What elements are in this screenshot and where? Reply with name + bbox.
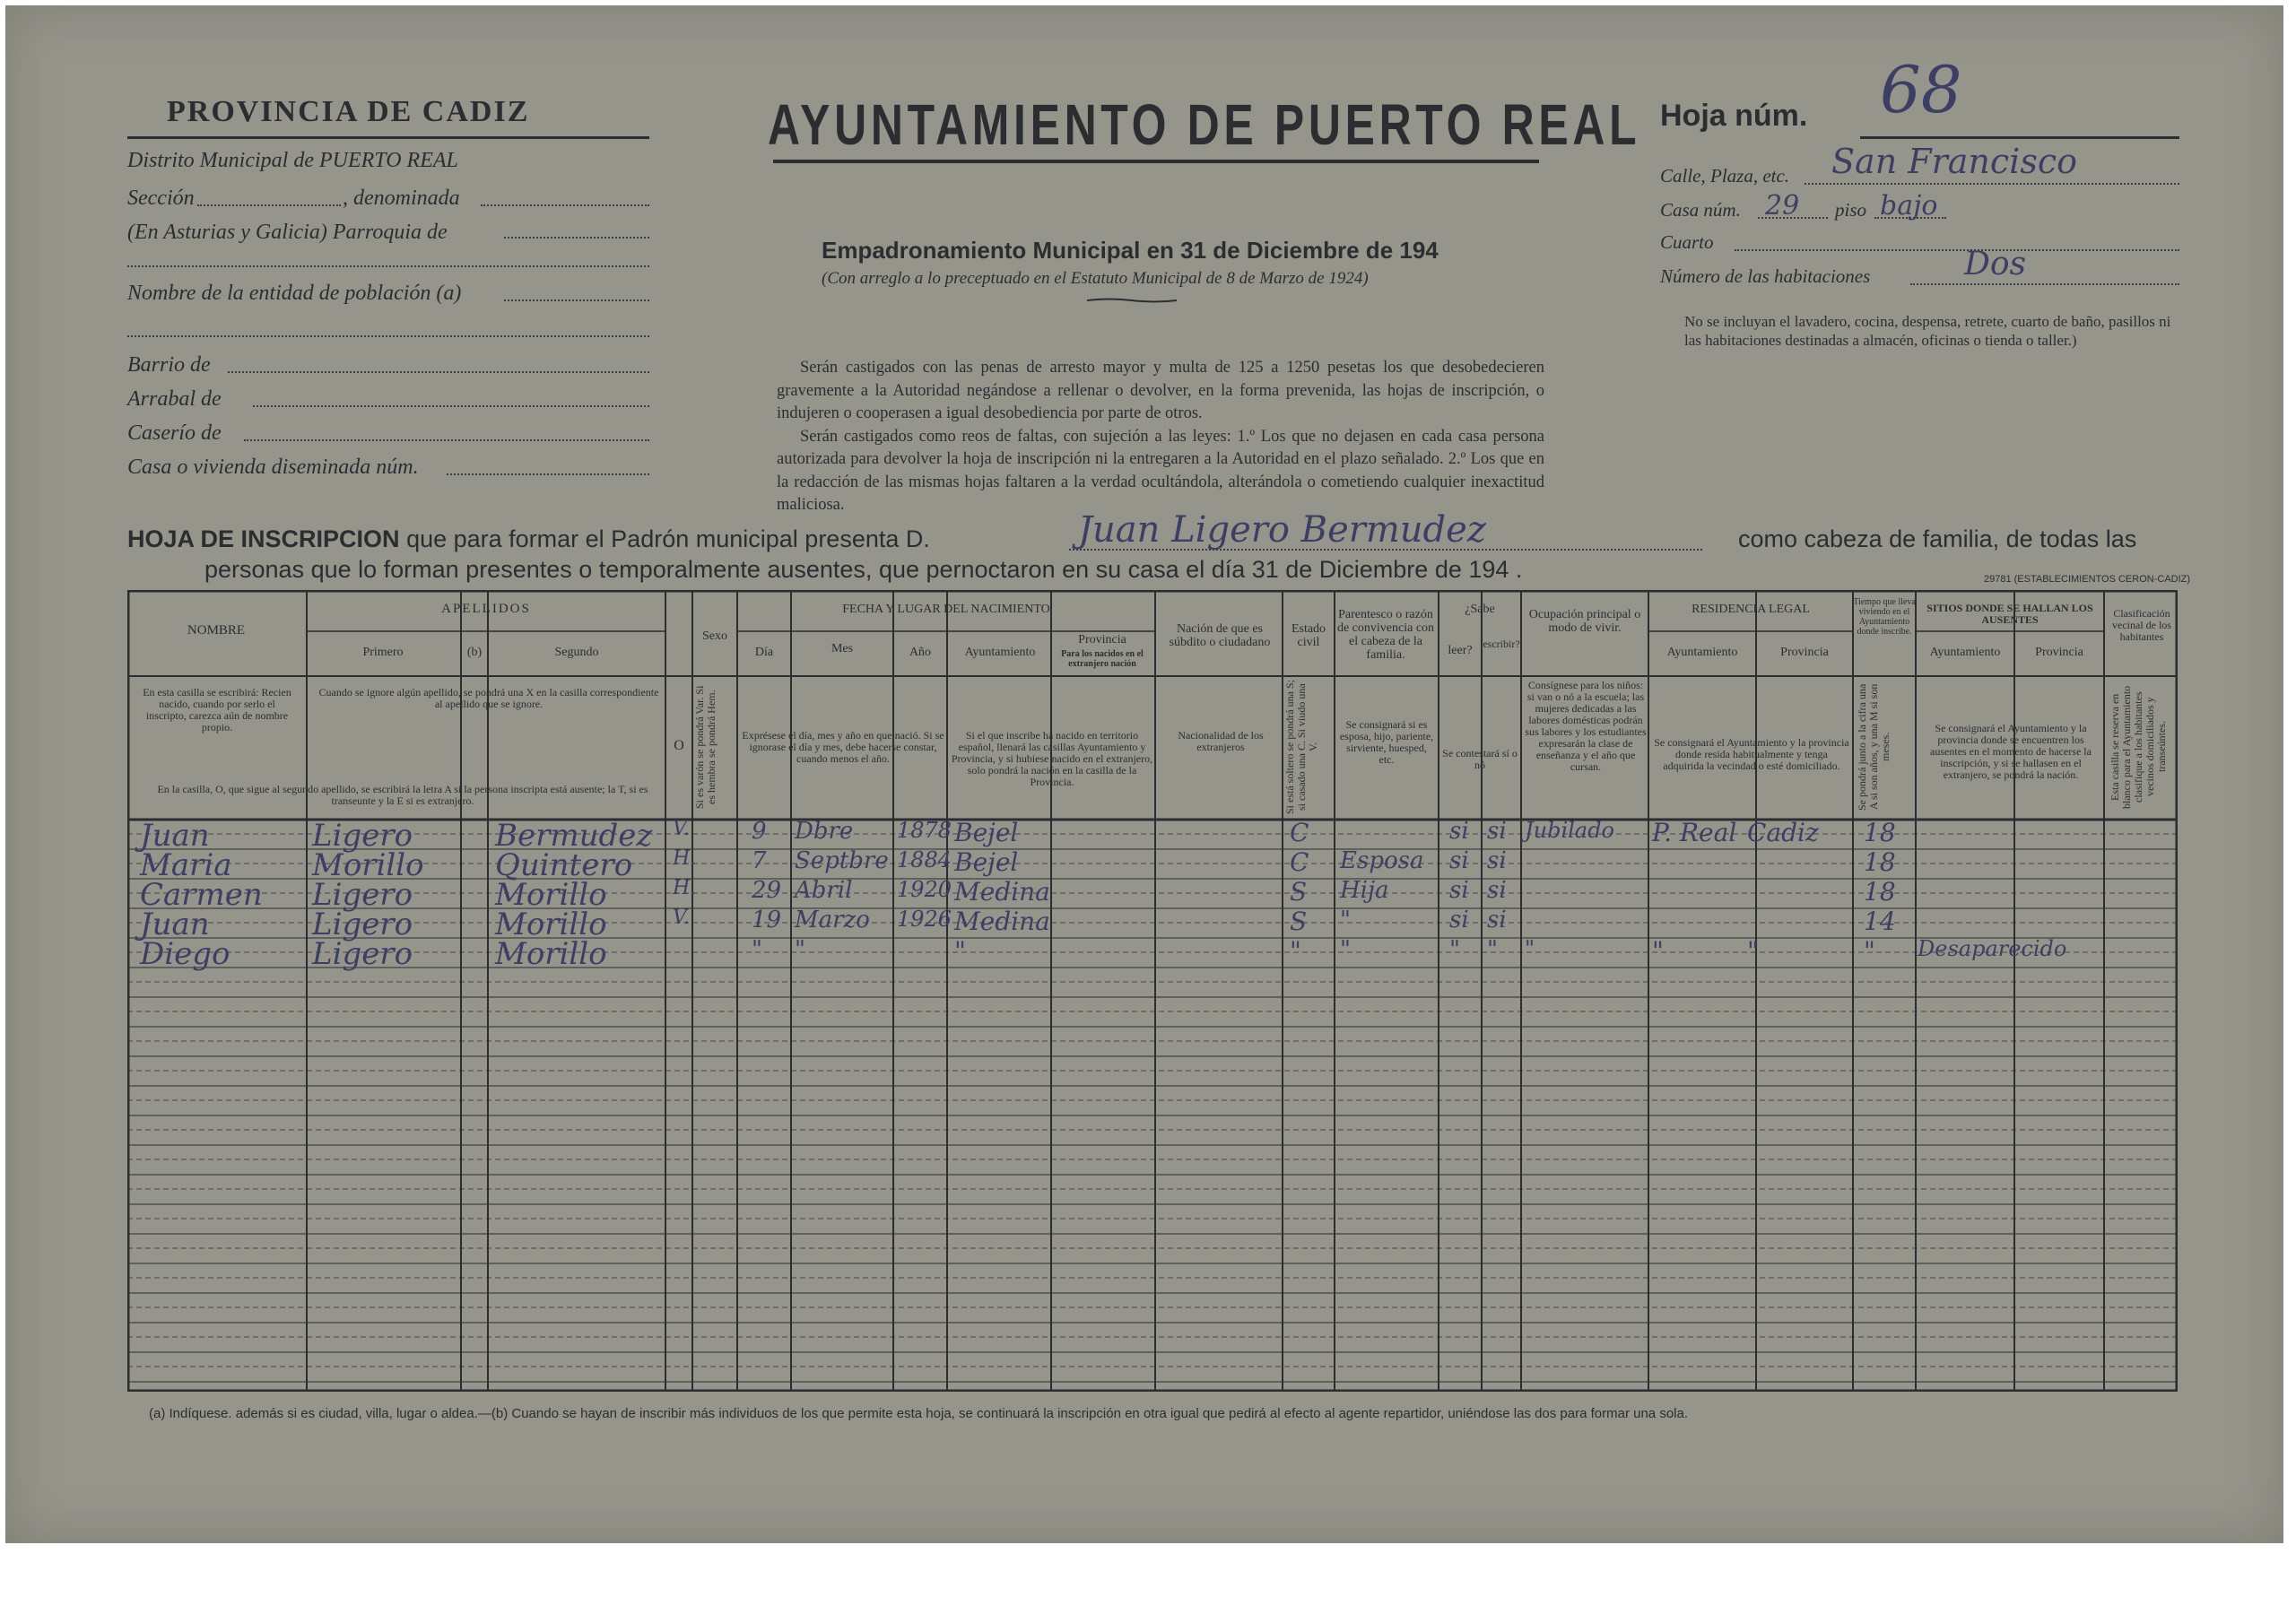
denominada-field bbox=[481, 204, 649, 206]
col-prov-nac-header: Provincia bbox=[1078, 633, 1126, 647]
col-ocupacion-header: Ocupación principal o modo de vivir. bbox=[1528, 608, 1641, 635]
cell-tiempo: 18 bbox=[1864, 877, 1896, 907]
penalty-paragraph-1: Serán castigados con las penas de arresto mayor y multa de 125 a 1250 pesetas los que desobedecieren gravemente a la Autoridad negándose a rellenar o devolver, en la forma prevenida, las hojas de inscripción, o indujeren o cooperasen a igual desobediencia por parte de otros. bbox=[777, 359, 1544, 422]
cell-nombre: Juan bbox=[140, 818, 210, 854]
cell-segundo: Morillo bbox=[495, 936, 607, 972]
cell-primero: Ligero bbox=[312, 907, 413, 942]
cell-mes: Marzo bbox=[795, 907, 870, 933]
instr-fecha: Exprésese el día, mes y año en que nació. Si se ignorase el día y mes, debe hacerse constar, cuando menos el año. bbox=[742, 729, 944, 765]
col-sitios-header: SITIOS DONDE SE HALLAN LOS AUSENTES bbox=[1926, 602, 2093, 626]
cell-tiempo: 18 bbox=[1864, 847, 1896, 877]
cell-segundo: Morillo bbox=[495, 877, 607, 913]
cell-anio: 1920 bbox=[897, 877, 952, 902]
habitaciones-value: Dos bbox=[1964, 246, 2027, 282]
cell-res-prov: Cadiz bbox=[1747, 818, 1819, 847]
instr-sexo: Si es varón se pondrá Var. Si es hembra se pondrá Hem. bbox=[693, 685, 718, 809]
cell-leer: si bbox=[1449, 907, 1469, 933]
cell-dia: 29 bbox=[752, 877, 782, 904]
col-apellidos-header: APELLIDOS bbox=[441, 602, 531, 616]
cuarto-label: Cuarto bbox=[1660, 231, 1714, 253]
col-sit-prov-header: Provincia bbox=[2035, 646, 2083, 659]
col-ayto-nac-header: Ayuntamiento bbox=[964, 646, 1036, 659]
barrio-label: Barrio de bbox=[127, 353, 211, 377]
inscription-line-1 bbox=[127, 525, 930, 553]
instr-sabe: Se contestará sí o nó bbox=[1442, 747, 1518, 771]
cell-estado: C bbox=[1290, 818, 1309, 847]
cell-escribir: si bbox=[1487, 818, 1507, 845]
caserio-label: Caserío de bbox=[127, 421, 222, 445]
cell-dia: 9 bbox=[752, 818, 767, 845]
cell-dia: 7 bbox=[752, 847, 767, 874]
cell-parentesco: " bbox=[1340, 936, 1351, 963]
arrabal-field bbox=[253, 405, 649, 407]
ayuntamiento-title: AYUNTAMIENTO DE PUERTO REAL bbox=[768, 92, 1641, 157]
col-residencia-header: RESIDENCIA LEGAL bbox=[1692, 603, 1810, 616]
col-nombre-header: NOMBRE bbox=[187, 623, 246, 638]
parroquia-field-2 bbox=[127, 265, 649, 267]
province-title-rule bbox=[127, 136, 649, 139]
instr-nacion: Nacionalidad de los extranjeros bbox=[1178, 729, 1264, 753]
col-anio-header: Año bbox=[909, 646, 932, 659]
distrito-label: Distrito Municipal de PUERTO REAL bbox=[127, 149, 458, 172]
instr-parentesco: Se consignará si es esposa, hijo, pariente, sirviente, huesped, etc. bbox=[1339, 718, 1434, 766]
caserio-field bbox=[244, 439, 649, 441]
cell-tiempo: 14 bbox=[1864, 907, 1896, 936]
cell-mes: Dbre bbox=[795, 818, 854, 845]
parroquia-field bbox=[504, 237, 649, 239]
inscription-line-2: personas que lo forman presentes o temporalmente ausentes, que pernoctaron en su casa el día 31 de Diciembre de 194 . bbox=[204, 556, 1523, 583]
habitaciones-note: No se incluyan el lavadero, cocina, despensa, retrete, cuarto de baño, pasillos ni las habitaciones destinadas a almacén, oficinas o tienda o taller.) bbox=[1684, 313, 2171, 349]
habitaciones-label: Número de las habitaciones bbox=[1660, 265, 1871, 287]
cell-nombre: Juan bbox=[140, 907, 210, 942]
instr-estado: Si está soltero se pondrá una S; si casado una C. Si viudo una V. bbox=[1283, 680, 1319, 814]
col-fecha-header: FECHA Y LUGAR DEL NACIMIENTO bbox=[842, 603, 1050, 616]
cell-nombre: Maria bbox=[140, 847, 232, 883]
cell-res-prov: " bbox=[1747, 936, 1759, 966]
col-res-ayto-header: Ayuntamiento bbox=[1666, 646, 1738, 659]
cell-sit-ayto: Desaparecido bbox=[1918, 936, 2067, 961]
casa-num-label: Casa núm. bbox=[1660, 199, 1741, 221]
parroquia-label: (En Asturias y Galicia) Parroquia de bbox=[127, 221, 448, 244]
entidad-label: Nombre de la entidad de población (a) bbox=[127, 282, 462, 305]
cell-escribir: " bbox=[1487, 936, 1498, 963]
col-estado-header: Estado civil bbox=[1291, 622, 1326, 649]
cell-escribir: si bbox=[1487, 877, 1507, 904]
col-leer-header: leer? bbox=[1448, 644, 1473, 657]
col-res-prov-header: Provincia bbox=[1780, 646, 1829, 659]
cell-estado: C bbox=[1290, 847, 1309, 877]
cell-tiempo: 18 bbox=[1864, 818, 1896, 847]
cell-primero: Ligero bbox=[312, 877, 413, 913]
hoja-number-rule bbox=[1860, 136, 2179, 139]
head-name-value: Juan Ligero Bermudez bbox=[1078, 509, 1486, 551]
cell-parentesco: Esposa bbox=[1340, 847, 1424, 874]
cell-segundo: Bermudez bbox=[495, 818, 653, 854]
cell-tiempo: " bbox=[1864, 936, 1875, 966]
ayuntamiento-title-rule bbox=[773, 160, 1539, 163]
calle-field bbox=[1805, 183, 2179, 185]
col-prov-nac-note: Para los nacidos en el extranjero nación bbox=[1061, 649, 1144, 669]
cell-ayto: " bbox=[954, 936, 966, 966]
penalty-paragraph-2: Serán castigados como reos de faltas, con sujeción a las leyes: 1.º Los que no dejasen en cada casa persona autorizada para devolver la hoja de inscripción ni la entregaren a la Autoridad en el plazo señalado. 2.º Los que en la redacción de las mismas hojas faltaren a la verdad ocultándola, alterándola o cometiendo cualquier inexactitud maliciosa. bbox=[777, 427, 1544, 514]
instr-ocupacion: Consígnese para los niños: si van o nó a la escuela; las mujeres dedicadas a las labores domésticas podrán sus labores y los estudiantes expresarán la clase de enseñanza y el año que cursan. bbox=[1525, 679, 1647, 773]
cell-nombre: Diego bbox=[140, 936, 230, 972]
col-nacion-header: Nación de que es súbdito o ciudadano bbox=[1169, 622, 1271, 649]
cell-sexo: H. bbox=[673, 877, 697, 899]
cell-nombre: Carmen bbox=[140, 877, 263, 913]
cell-estado: S bbox=[1290, 877, 1308, 907]
cell-leer: si bbox=[1449, 818, 1469, 845]
casa-diseminada-field bbox=[447, 473, 649, 475]
cell-ocupacion: Jubilado bbox=[1525, 818, 1614, 843]
cell-segundo: Quintero bbox=[495, 847, 633, 883]
entidad-field-2 bbox=[127, 335, 649, 337]
cell-sexo: V. bbox=[673, 818, 691, 840]
casa-num-value: 29 bbox=[1765, 190, 1800, 221]
cell-segundo: Morillo bbox=[495, 907, 607, 942]
instr-residencia: Se consignará el Ayuntamiento y la provincia donde resida habitualmente y tenga adquirida la vecindad o esté domiciliado. bbox=[1654, 736, 1849, 772]
col-escribir-header: escribir? bbox=[1483, 638, 1520, 650]
cell-sexo: H. bbox=[673, 847, 697, 870]
census-form-sheet bbox=[5, 5, 2283, 1543]
col-sabe-header: ¿Sabe bbox=[1465, 603, 1495, 616]
cuarto-field bbox=[1735, 249, 2179, 251]
col-primero-header: Primero bbox=[362, 646, 404, 659]
cell-parentesco: Hija bbox=[1340, 877, 1389, 904]
col-sexo-header: Sexo bbox=[702, 629, 727, 643]
instr-o-col: O bbox=[674, 738, 684, 753]
col-segundo-header: Segundo bbox=[554, 646, 599, 659]
census-title: Empadronamiento Municipal en 31 de Diciembre de 194 bbox=[822, 237, 1439, 264]
cell-ayto: Bejel bbox=[954, 818, 1019, 847]
instr-tiempo: Se pondrá junto a la cifra una A si son años, y una M si son meses. bbox=[1856, 683, 1892, 811]
cell-mes: " bbox=[795, 936, 805, 963]
province-title: PROVINCIA DE CADIZ bbox=[167, 95, 530, 128]
hoja-number-value: 68 bbox=[1880, 52, 1962, 127]
entidad-field bbox=[504, 299, 649, 301]
cell-leer: " bbox=[1449, 936, 1460, 963]
arrabal-label: Arrabal de bbox=[127, 387, 222, 411]
instr-nombre: En esta casilla se escribirá: Recien nacido, cuando por serlo el inscripto, carezca aún de nombre propio. bbox=[143, 686, 291, 733]
col-tiempo-header: Tiempo que lleva viviendo en el Ayuntamiento donde inscribe. bbox=[1853, 597, 1916, 637]
calle-value: San Francisco bbox=[1831, 142, 2077, 181]
denominada-label: , denominada bbox=[343, 187, 460, 210]
barrio-field bbox=[228, 371, 649, 373]
col-dia-header: Día bbox=[754, 646, 774, 659]
cell-parentesco: " bbox=[1340, 907, 1351, 933]
inscription-heading: HOJA DE INSCRIPCION bbox=[127, 525, 400, 552]
cell-estado: S bbox=[1290, 907, 1308, 936]
cell-ayto: Bejel bbox=[954, 847, 1019, 877]
col-parentesco-header: Parentesco o razón de convivencia con el cabeza de la familia. bbox=[1336, 608, 1435, 662]
col-clasif-header: Clasificación vecinal de los habitantes bbox=[2112, 607, 2171, 643]
instr-apellidos: Cuando se ignore algún apellido, se pondrá una X en la casilla correspondiente al apellido que se ignore. bbox=[318, 686, 659, 710]
cell-estado: " bbox=[1290, 936, 1301, 966]
cell-escribir: si bbox=[1487, 907, 1507, 933]
cell-leer: si bbox=[1449, 847, 1469, 874]
instr-lugar: Si el que inscribe ha nacido en territorio español, llenará las casillas Ayuntamiento y Provincia, y si hubiese nacido en el extranjero, solo pondrá la nación en la casilla de la Provincia. bbox=[951, 729, 1153, 788]
cell-primero: Morillo bbox=[312, 847, 424, 883]
cell-ayto: Medina bbox=[954, 907, 1050, 936]
cell-mes: Abril bbox=[795, 877, 853, 904]
cell-leer: si bbox=[1449, 877, 1469, 904]
col-mes-header: Mes bbox=[831, 642, 854, 655]
habitaciones-field bbox=[1910, 283, 2179, 285]
inscription-text-c: como cabeza de familia, de todas las bbox=[1738, 525, 2137, 552]
cell-dia: 19 bbox=[752, 907, 782, 933]
cell-anio: 1878 bbox=[897, 818, 952, 843]
cell-primero: Ligero bbox=[312, 936, 413, 972]
col-sit-ayto-header: Ayuntamiento bbox=[1929, 646, 2001, 659]
casa-diseminada-label: Casa o vivienda diseminada núm. bbox=[127, 456, 419, 479]
cell-res-ayto: P. Real bbox=[1652, 818, 1737, 847]
instr-sitios: Se consignará el Ayuntamiento y la provincia donde se encuentren los ausentes en el momento de hacerse la inscripción, y si se hallasen en el extranjero, se pondrá la nación. bbox=[1930, 722, 2092, 781]
cell-res-ayto: " bbox=[1652, 936, 1664, 966]
piso-label: piso bbox=[1835, 199, 1867, 221]
hoja-number-label: Hoja núm. bbox=[1660, 99, 1808, 133]
cell-ayto: Medina bbox=[954, 877, 1050, 907]
cell-ocupacion: " bbox=[1525, 936, 1535, 961]
cell-mes: Septbre bbox=[795, 847, 889, 874]
penalty-notice bbox=[777, 357, 1544, 517]
cell-anio: 1884 bbox=[897, 847, 952, 872]
census-subtitle: (Con arreglo a lo preceptuado en el Estatuto Municipal de 8 de Marzo de 1924) bbox=[822, 269, 1369, 288]
seccion-label: Sección bbox=[127, 187, 195, 210]
cell-anio: 1926 bbox=[897, 907, 952, 932]
calle-label: Calle, Plaza, etc. bbox=[1660, 165, 1790, 187]
seccion-field bbox=[197, 204, 341, 206]
instr-clasif: Esta casilla se reserva en blanco para el Ayuntamiento clasifique a los habitantes vecinos domiciliados y transeúntes. bbox=[2109, 685, 2168, 809]
footnote: (a) Indíquese. además si es ciudad, villa, lugar o aldea.—(b) Cuando se hayan de inscribir más individuos de los que permite esta hoja, se continuará la inscripción en otra igual que pedirá al efecto al agente repartidor, uniéndose las dos para formar una sola. bbox=[149, 1406, 1689, 1421]
inscription-text-a: que para formar el Padrón municipal presenta D. bbox=[406, 525, 930, 552]
cell-sexo: V. bbox=[673, 907, 691, 929]
piso-value: bajo bbox=[1880, 190, 1938, 221]
col-b-header: (b) bbox=[466, 646, 483, 659]
decorative-flourish bbox=[1087, 298, 1177, 303]
cell-dia: " bbox=[752, 936, 762, 963]
cell-escribir: si bbox=[1487, 847, 1507, 874]
instr-casilla-o: En la casilla, O, que sigue al segundo apellido, se escribirá la letra A si la persona inscripta está ausente; la T, si es transeunte y la E si es extranjero. bbox=[157, 783, 648, 807]
printer-stamp: 29781 (ESTABLECIMIENTOS CERON-CADIZ) bbox=[1984, 574, 2191, 585]
cell-primero: Ligero bbox=[312, 818, 413, 854]
